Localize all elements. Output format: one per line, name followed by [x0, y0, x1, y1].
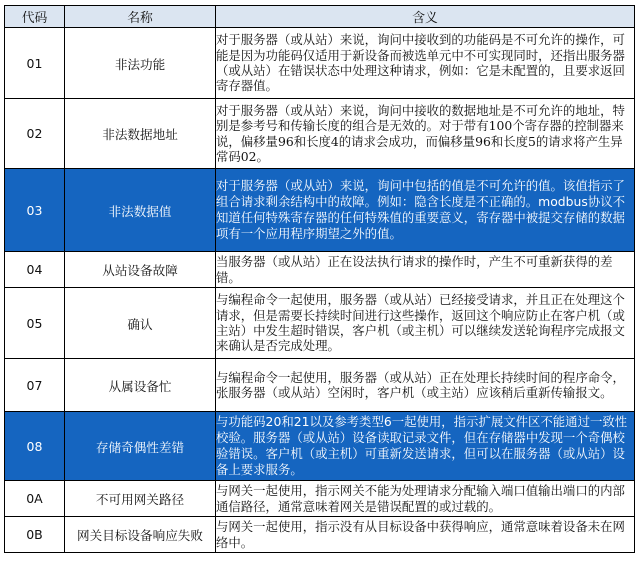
table-body [5, 28, 635, 553]
table-row [5, 412, 635, 481]
code-cell: 07 [5, 359, 65, 412]
table-row [5, 359, 635, 412]
table-row [5, 169, 635, 252]
code-cell: 04 [5, 252, 65, 288]
exception-code-table-container [4, 5, 634, 553]
table-header [5, 6, 635, 28]
name-cell: 从属设备忙 [65, 359, 216, 412]
code-cell: 05 [5, 288, 65, 359]
meaning-cell: 与网关一起使用，指示没有从目标设备中获得响应，通常意味着设备未在网络中。 [216, 517, 635, 553]
name-cell: 不可用网关路径 [65, 481, 216, 517]
meaning-cell: 与编程命令一起使用，服务器（或从站）正在处理长持续时间的程序命令，张服务器（或从站）空闲时，客户机（或主站）应该稍后重新传输报文。 [216, 359, 635, 412]
meaning-cell: 与编程命令一起使用，服务器（或从站）已经接受请求，并且正在处理这个请求，但是需要长持续时间进行这些操作，返回这个响应防止在客户机（或主站）中发生超时错误，客户机（或主机）可以继续发送轮询程序完成报文来确认是否完成处理。 [216, 288, 635, 359]
code-cell: 08 [5, 412, 65, 481]
meaning-cell: 当服务器（或从站）正在设法执行请求的操作时，产生不可重新获得的差错。 [216, 252, 635, 288]
meaning-cell: 与网关一起使用，指示网关不能为处理请求分配输入端口值输出端口的内部通信路径，通常意味着网关是错误配置的或过载的。 [216, 481, 635, 517]
code-cell: 03 [5, 169, 65, 252]
name-cell: 非法功能 [65, 28, 216, 99]
header-row [5, 6, 635, 28]
table-row [5, 28, 635, 99]
table-row [5, 481, 635, 517]
table-row [5, 252, 635, 288]
code-cell: 01 [5, 28, 65, 99]
name-cell: 存储奇偶性差错 [65, 412, 216, 481]
meaning-cell: 对于服务器（或从站）来说，询问中接收的数据地址是不可允许的地址，特别是参考号和传输长度的组合是无效的。对于带有100个寄存器的控制器来说，偏移量96和长度4的请求会成功，而偏移量96和长度5的请求将产生异常码02。 [216, 99, 635, 169]
table-row [5, 99, 635, 169]
name-cell: 从站设备故障 [65, 252, 216, 288]
table-row [5, 517, 635, 553]
name-cell: 确认 [65, 288, 216, 359]
header-name: 名称 [65, 6, 216, 28]
name-cell: 非法数据地址 [65, 99, 216, 169]
meaning-cell: 与功能码20和21以及参考类型6一起使用，指示扩展文件区不能通过一致性校验。服务器（或从站）设备读取记录文件，但在存储器中发现一个奇偶校验错误。客户机（或主机）可重新发送请求，但可以在服务器（或从站）设备上要求服务。 [216, 412, 635, 481]
table-row [5, 288, 635, 359]
name-cell: 非法数据值 [65, 169, 216, 252]
code-cell: 0B [5, 517, 65, 553]
meaning-cell: 对于服务器（或从站）来说，询问中包括的值是不可允许的值。该值指示了组合请求剩余结构中的故障。例如：隐含长度是不正确的。modbus协议不知道任何特殊寄存器的任何特殊值的重要意义，寄存器中被提交存储的数据项有一个应用程序期望之外的值。 [216, 169, 635, 252]
code-cell: 02 [5, 99, 65, 169]
name-cell: 网关目标设备响应失败 [65, 517, 216, 553]
header-code: 代码 [5, 6, 65, 28]
meaning-cell: 对于服务器（或从站）来说，询问中接收到的功能码是不可允许的操作，可能是因为功能码仅适用于新设备而被选单元中不可实现同时，还指出服务器（或从站）在错误状态中处理这种请求，例如：它是未配置的，且要求返回寄存器值。 [216, 28, 635, 99]
header-meaning: 含义 [216, 6, 635, 28]
exception-code-table [4, 5, 635, 553]
code-cell: 0A [5, 481, 65, 517]
